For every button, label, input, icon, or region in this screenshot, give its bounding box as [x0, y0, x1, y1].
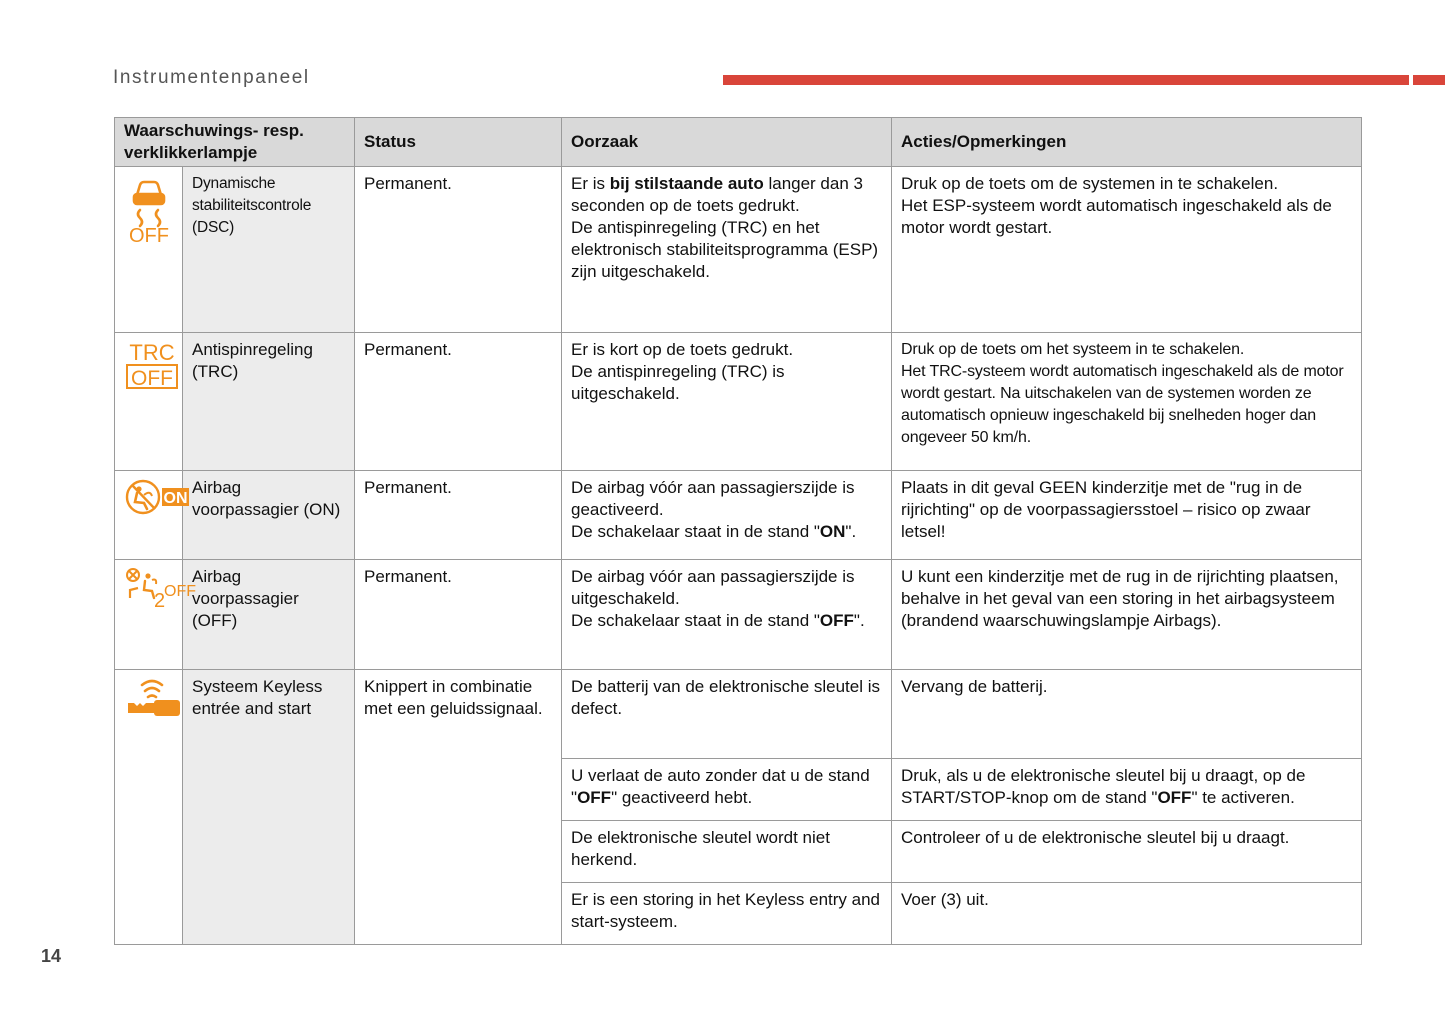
- warning-lamps-table: [114, 117, 1362, 945]
- col-header-cause: Oorzaak: [562, 118, 892, 167]
- lamp-status: Permanent.: [355, 167, 562, 333]
- seat-number-label: 2: [154, 590, 166, 612]
- lamp-icon-cell: [115, 167, 183, 333]
- lamp-icon-cell: [115, 670, 183, 945]
- lamp-name: Dynamische stabiliteitscontrole (DSC): [183, 167, 355, 333]
- cause-text: langer dan 3 seconden op de toets gedrukt.: [571, 174, 863, 215]
- action-text: " te activeren.: [1191, 788, 1295, 807]
- cause-text: De airbag vóór aan passagierszijde is geactiveerd.: [571, 478, 855, 519]
- airbag-on-label: ON: [163, 490, 188, 507]
- page-number: 14: [41, 946, 62, 966]
- cause-text: ".: [853, 611, 865, 630]
- action-text: Druk op de toets om de systemen in te schakelen.: [901, 174, 1279, 193]
- airbag-on-icon: [124, 477, 190, 517]
- trc-label: TRC: [129, 340, 175, 365]
- action-emphasis: OFF: [1157, 788, 1192, 807]
- cause-text: Er is: [571, 174, 610, 193]
- lamp-icon-cell: [115, 560, 196, 670]
- lamp-action: Vervang de batterij.: [892, 670, 1362, 759]
- lamp-name: Airbag voorpassagier (ON): [183, 471, 355, 560]
- keyless-icon: [124, 676, 182, 718]
- lamp-icon-cell: [115, 471, 188, 560]
- lamp-action: [892, 759, 1362, 821]
- lamp-action: Controleer of u de elektronische sleutel bij u draagt.: [892, 821, 1362, 883]
- cause-text: U verlaat de auto zonder dat u de stand ": [571, 766, 870, 807]
- lamp-icon-cell: [115, 333, 183, 471]
- lamp-status: Knippert in combinatie met een geluidssignaal.: [355, 670, 562, 945]
- col-header-lamp: Waarschuwings- resp. verklikkerlampje: [115, 118, 355, 167]
- airbag-off-label: OFF: [164, 583, 196, 600]
- action-text: Druk op de toets om het systeem in te schakelen.: [901, 341, 1245, 358]
- trc-off-icon: [124, 339, 180, 391]
- table-header-row: [115, 118, 1362, 167]
- lamp-name: Antispinregeling (TRC): [183, 333, 355, 471]
- cause-emphasis: OFF: [819, 611, 854, 630]
- lamp-status: Permanent.: [355, 560, 562, 670]
- cause-text: De antispinregeling (TRC) en het elektronisch stabiliteitsprogramma (ESP) zijn uitgeschakeld.: [571, 218, 879, 281]
- lamp-action: [892, 333, 1362, 471]
- action-text: Druk, als u de elektronische sleutel bij u draagt, op de START/STOP-knop om de stand ": [901, 766, 1306, 807]
- cause-text: " geactiveerd hebt.: [611, 788, 753, 807]
- lamp-cause: [562, 471, 892, 560]
- table-row: [115, 333, 1362, 471]
- lamp-cause: De batterij van de elektronische sleutel is defect.: [562, 670, 892, 759]
- lamp-cause: De elektronische sleutel wordt niet herkend.: [562, 821, 892, 883]
- cause-emphasis: OFF: [577, 788, 612, 807]
- lamp-action: Voer (3) uit.: [892, 883, 1362, 945]
- header-bar-notch: [1409, 75, 1413, 85]
- dsc-off-icon: [124, 173, 174, 247]
- lamp-action: [892, 167, 1362, 333]
- cause-text: ".: [845, 522, 857, 541]
- cause-text: De schakelaar staat in de stand ": [571, 522, 820, 541]
- table-row: [115, 670, 1362, 759]
- dsc-off-label: OFF: [129, 225, 169, 247]
- lamp-cause: [562, 560, 892, 670]
- lamp-cause: [562, 333, 892, 471]
- lamp-name: Airbag voorpassagier (OFF): [183, 560, 355, 670]
- lamp-cause: Er is een storing in het Keyless entry and start-systeem.: [562, 883, 892, 945]
- header-accent-bar: [723, 75, 1445, 85]
- cause-emphasis: ON: [819, 522, 846, 541]
- table-row: [115, 167, 1362, 333]
- cause-emphasis: bij stilstaande auto: [609, 174, 764, 193]
- lamp-name: Systeem Keyless entrée and start: [183, 670, 355, 945]
- lamp-cause: [562, 167, 892, 333]
- section-title: Instrumentenpaneel: [113, 67, 310, 88]
- lamp-status: Permanent.: [355, 471, 562, 560]
- lamp-status: Permanent.: [355, 333, 562, 471]
- col-header-actions: Acties/Opmerkingen: [892, 118, 1362, 167]
- cause-text: De antispinregeling (TRC) is uitgeschakeld.: [571, 362, 785, 403]
- cause-text: Er is kort op de toets gedrukt.: [571, 340, 794, 359]
- cause-text: De airbag vóór aan passagierszijde is uitgeschakeld.: [571, 567, 855, 608]
- lamp-action: U kunt een kinderzitje met de rug in de rijrichting plaatsen, behalve in het geval van een storing in het airbagsysteem (brandend waarschuwingslampje Airbags).: [892, 560, 1362, 670]
- action-text: Het ESP-systeem wordt automatisch ingeschakeld als de motor wordt gestart.: [901, 196, 1332, 237]
- trc-off-label: OFF: [131, 367, 173, 390]
- cause-text: De schakelaar staat in de stand ": [571, 611, 820, 630]
- table-row: [115, 471, 1362, 560]
- col-header-status: Status: [355, 118, 562, 167]
- lamp-cause: [562, 759, 892, 821]
- action-text: Het TRC-systeem wordt automatisch ingeschakeld als de motor wordt gestart. Na uitschakelen van de systemen worden ze automatisch opnieuw ingeschakeld bij snelheden hoger dan ongeveer 50 km/h.: [901, 363, 1344, 446]
- table-row: [115, 560, 1362, 670]
- lamp-action: Plaats in dit geval GEEN kinderzitje met de "rug in de rijrichting" op de voorpassagiersstoel – risico op zwaar letsel!: [892, 471, 1362, 560]
